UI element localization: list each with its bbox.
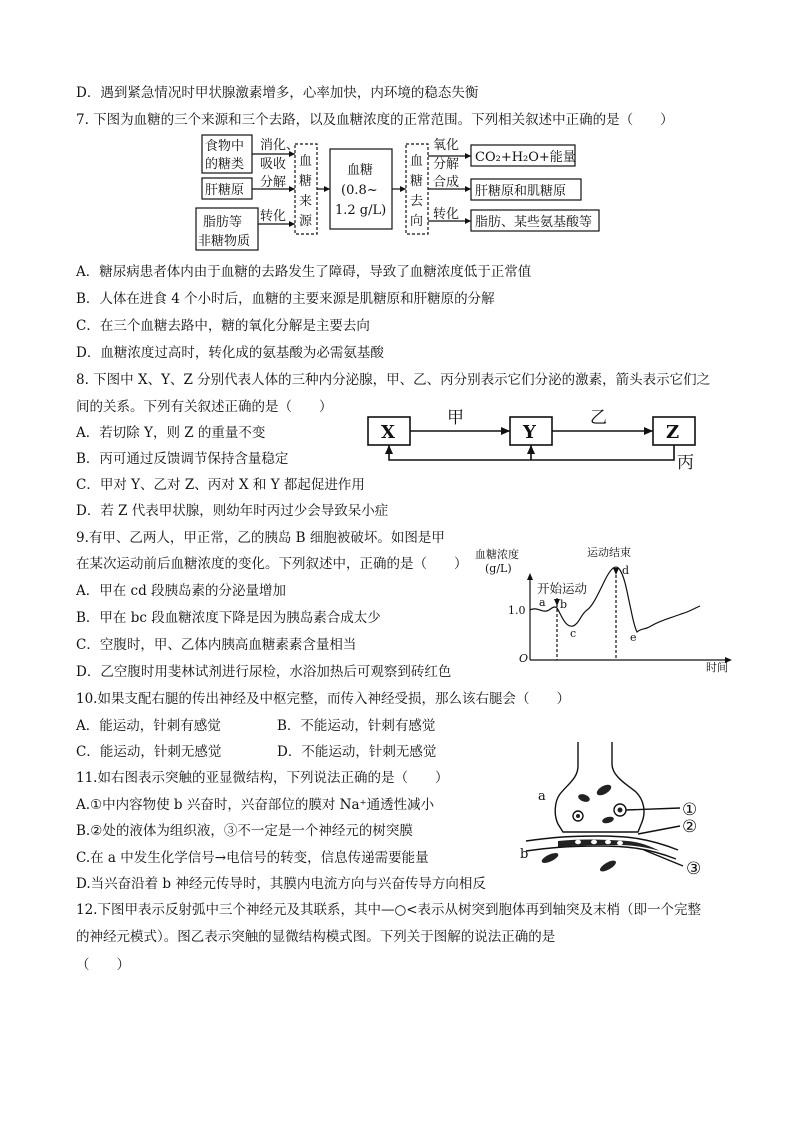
svg-text:去: 去 — [410, 194, 424, 209]
svg-text:血: 血 — [410, 154, 424, 169]
q7-option-d: D．血糖浓度过高时，转化成的氨基酸为必需氨基酸 — [76, 345, 384, 361]
svg-text:运动结束: 运动结束 — [587, 546, 631, 559]
q8-stem-line1: 8. 下图中 X、Y、Z 分别代表人体的三种内分泌腺，甲、乙、丙分别表示它们分泌的激素，箭头表示它们之 — [76, 372, 711, 388]
svg-text:1.2 g/L): 1.2 g/L) — [335, 203, 387, 218]
q9-option-c: C．空腹时，甲、乙体内胰高血糖素素含量相当 — [76, 637, 357, 653]
q11-option-b: B.②处的液体为组织液，③不一定是一个神经元的树突膜 — [76, 823, 413, 839]
q9-option-a: A．甲在 cd 段胰岛素的分泌量增加 — [76, 583, 287, 599]
q10-option-b: B．不能运动，针刺有感觉 — [277, 718, 436, 734]
svg-text:1.0: 1.0 — [508, 604, 526, 617]
svg-text:开始运动: 开始运动 — [537, 581, 588, 596]
svg-text:c: c — [570, 627, 577, 640]
svg-text:③: ③ — [686, 859, 702, 879]
svg-text:(0.8~: (0.8~ — [341, 183, 378, 198]
svg-text:乙: 乙 — [590, 408, 607, 428]
svg-text:合成: 合成 — [433, 175, 460, 190]
svg-text:a: a — [538, 789, 546, 804]
svg-text:糖: 糖 — [410, 174, 424, 189]
svg-text:血糖浓度: 血糖浓度 — [475, 548, 519, 561]
q10-option-c: C．能运动，针刺无感觉 — [76, 744, 222, 760]
q12-stem-line2: 的神经元模式）。图乙表示突触的显微结构模式图。下列关于图解的说法正确的是 — [76, 929, 556, 945]
svg-text:Z: Z — [666, 422, 680, 443]
svg-text:吸收: 吸收 — [260, 157, 287, 172]
q10-option-d: D．不能运动，针刺无感觉 — [277, 744, 437, 760]
q7-stem: 7. 下图为血糖的三个来源和三个去路，以及血糖浓度的正常范围。下列相关叙述中正确的是（ ） — [76, 112, 674, 128]
q9-stem-line1: 9.有甲、乙两人，甲正常，乙的胰岛 B 细胞被破坏。如图是甲 — [76, 530, 445, 546]
svg-text:非糖物质: 非糖物质 — [198, 234, 251, 249]
svg-text:脂肪、某些氨基酸等: 脂肪、某些氨基酸等 — [475, 215, 593, 230]
svg-text:糖: 糖 — [299, 174, 313, 189]
svg-text:②: ② — [682, 817, 698, 837]
q8-gland-diagram — [365, 405, 705, 475]
svg-text:CO₂+H₂O+能量: CO₂+H₂O+能量 — [475, 150, 576, 165]
q8-option-d: D．若 Z 代表甲状腺，则幼年时丙过少会导致呆小症 — [76, 503, 389, 519]
svg-text:消化、: 消化、 — [260, 138, 300, 153]
q8-option-a: A．若切除 Y，则 Z 的重量不变 — [76, 425, 266, 441]
svg-text:向: 向 — [410, 214, 424, 229]
svg-text:O: O — [519, 652, 529, 665]
q9-stem-line2: 在某次运动前后血糖浓度的变化。下列叙述中，正确的是（ ） — [76, 556, 468, 572]
svg-text:(g/L): (g/L) — [485, 562, 512, 575]
svg-text:来: 来 — [299, 194, 313, 209]
svg-text:a: a — [539, 596, 546, 609]
q11-synapse-diagram — [508, 738, 733, 883]
q8-stem-line2: 间的关系。下列有关叙述正确的是（ ） — [76, 399, 333, 415]
q9-option-d: D．乙空腹时用斐林试剂进行尿检，水浴加热后可观察到砖红色 — [76, 664, 452, 680]
svg-text:血: 血 — [299, 154, 313, 169]
q11-option-d: D.当兴奋沿着 b 神经元传导时，其膜内电流方向与兴奋传导方向相反 — [76, 876, 486, 892]
q12-stem-line1: 12.下图甲表示反射弧中三个神经元及其联系，其中—○<表示从树突到胞体再到轴突及末梢（即一个完整 — [76, 902, 702, 918]
q9-blood-glucose-graph — [475, 540, 745, 680]
svg-text:e: e — [630, 631, 637, 644]
q10-stem: 10.如果支配右腿的传出神经及中枢完整，而传入神经受损，那么该右腿会（ ） — [76, 691, 570, 707]
svg-text:食物中: 食物中 — [205, 139, 245, 154]
svg-text:脂肪等: 脂肪等 — [203, 215, 243, 230]
svg-text:源: 源 — [299, 214, 313, 229]
svg-text:时间: 时间 — [706, 661, 728, 674]
q7-option-b: B．人体在进食 4 个小时后，血糖的主要来源是肌糖原和肝糖原的分解 — [76, 291, 495, 307]
q11-option-c: C.在 a 中发生化学信号→电信号的转变，信息传递需要能量 — [76, 850, 429, 866]
svg-text:Y: Y — [523, 422, 536, 443]
svg-text:分解: 分解 — [260, 175, 287, 190]
svg-text:转化: 转化 — [433, 207, 460, 222]
q12-answer-paren: （ ） — [76, 957, 130, 973]
svg-text:b: b — [520, 847, 529, 862]
q7-option-c: C．在三个血糖去路中，糖的氧化分解是主要去向 — [76, 318, 370, 334]
q8-option-b: B．丙可通过反馈调节保持含量稳定 — [76, 451, 289, 467]
q10-option-a: A．能运动，针刺有感觉 — [76, 718, 221, 734]
q11-option-a: A.①中内容物使 b 兴奋时，兴奋部位的膜对 Na⁺通透性减小 — [76, 797, 435, 813]
q6-option-d: D．遇到紧急情况时甲状腺激素增多，心率加快，内环境的稳态失衡 — [76, 85, 479, 101]
svg-text:氧化: 氧化 — [433, 138, 460, 153]
svg-text:丙: 丙 — [677, 453, 694, 473]
q7-blood-sugar-diagram — [190, 132, 620, 252]
svg-text:b: b — [560, 598, 568, 611]
svg-text:甲: 甲 — [447, 408, 464, 428]
svg-text:肝糖原: 肝糖原 — [205, 183, 245, 198]
q11-stem: 11.如右图表示突触的亚显微结构，下列说法正确的是（ ） — [76, 770, 449, 786]
q7-option-a: A．糖尿病患者体内由于血糖的去路发生了障碍，导致了血糖浓度低于正常值 — [76, 264, 532, 280]
svg-text:①: ① — [682, 800, 698, 820]
svg-text:肝糖原和肌糖原: 肝糖原和肌糖原 — [475, 184, 567, 199]
svg-text:的糖类: 的糖类 — [205, 157, 245, 172]
q8-option-c: C．甲对 Y、乙对 Z、丙对 X 和 Y 都起促进作用 — [76, 477, 365, 493]
svg-text:血糖: 血糖 — [347, 163, 374, 178]
svg-text:X: X — [381, 422, 395, 443]
svg-text:d: d — [622, 564, 630, 577]
svg-text:分解: 分解 — [433, 157, 460, 172]
q9-option-b: B．甲在 bc 段血糖浓度下降是因为胰岛素合成太少 — [76, 610, 381, 626]
svg-text:转化: 转化 — [260, 209, 287, 224]
